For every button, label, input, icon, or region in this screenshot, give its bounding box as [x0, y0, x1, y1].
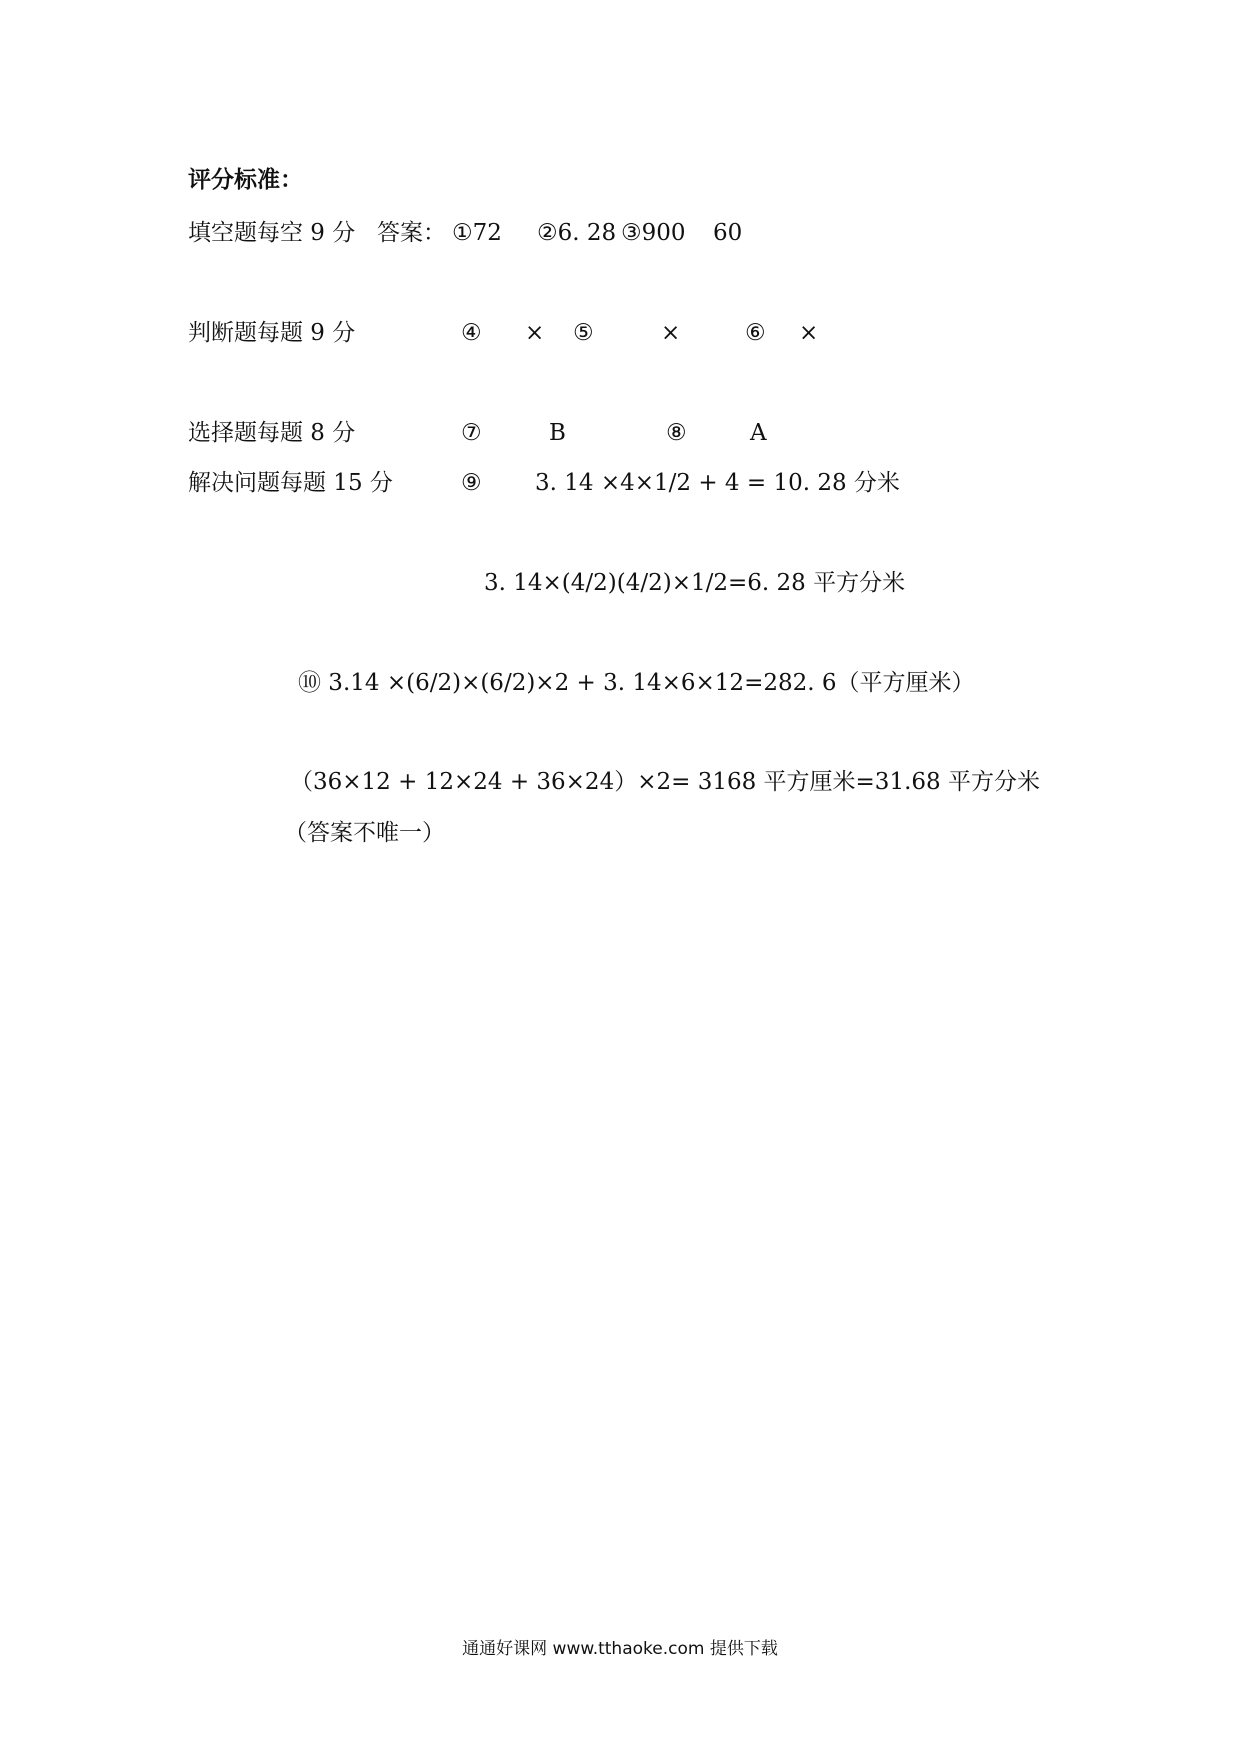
page-footer: 通通好课网 www.tthaoke.com 提供下载 — [462, 1639, 778, 1659]
question-7-marker: ⑦ — [461, 420, 482, 446]
solve-label: 解决问题每题 15 分 — [188, 470, 393, 496]
question-6-marker: ⑥ — [745, 320, 766, 346]
question-8-marker: ⑧ — [666, 420, 687, 446]
answer-8: A — [750, 420, 767, 446]
question-9-line-2: 3. 14×(4/2)(4/2)×1/2=6. 28 平方分米 — [484, 570, 906, 596]
answer-2: ②6. 28 — [537, 220, 617, 246]
question-5-marker: ⑤ — [573, 320, 594, 346]
answer-3b: 60 — [713, 220, 743, 246]
question-4-marker: ④ — [461, 320, 482, 346]
answer-6: × — [799, 320, 819, 346]
page-heading: 评分标准： — [188, 167, 303, 193]
answer-3: ③900 — [621, 220, 686, 246]
question-10-line-2: （36×12 + 12×24 + 36×24）×2= 3168 平方厘米=31.68 平方分米 — [290, 769, 1040, 795]
question-10-line-1: ⑩ 3.14 ×(6/2)×(6/2)×2 + 3. 14×6×12=282. 6（平方厘米） — [298, 670, 975, 696]
answer-7: B — [549, 420, 566, 446]
answer-1: ①72 — [452, 220, 502, 246]
question-9-line-1: 3. 14 ×4×1/2 + 4 = 10. 28 分米 — [535, 470, 900, 496]
judgement-label: 判断题每题 9 分 — [188, 320, 356, 346]
fill-blank-answers-label: 答案： — [377, 220, 446, 246]
question-9-marker: ⑨ — [461, 470, 482, 496]
answer-note: （答案不唯一） — [284, 820, 445, 846]
answer-4: × — [525, 320, 545, 346]
fill-blank-label: 填空题每空 9 分 — [188, 220, 356, 246]
choice-label: 选择题每题 8 分 — [188, 420, 356, 446]
answer-5: × — [661, 320, 681, 346]
